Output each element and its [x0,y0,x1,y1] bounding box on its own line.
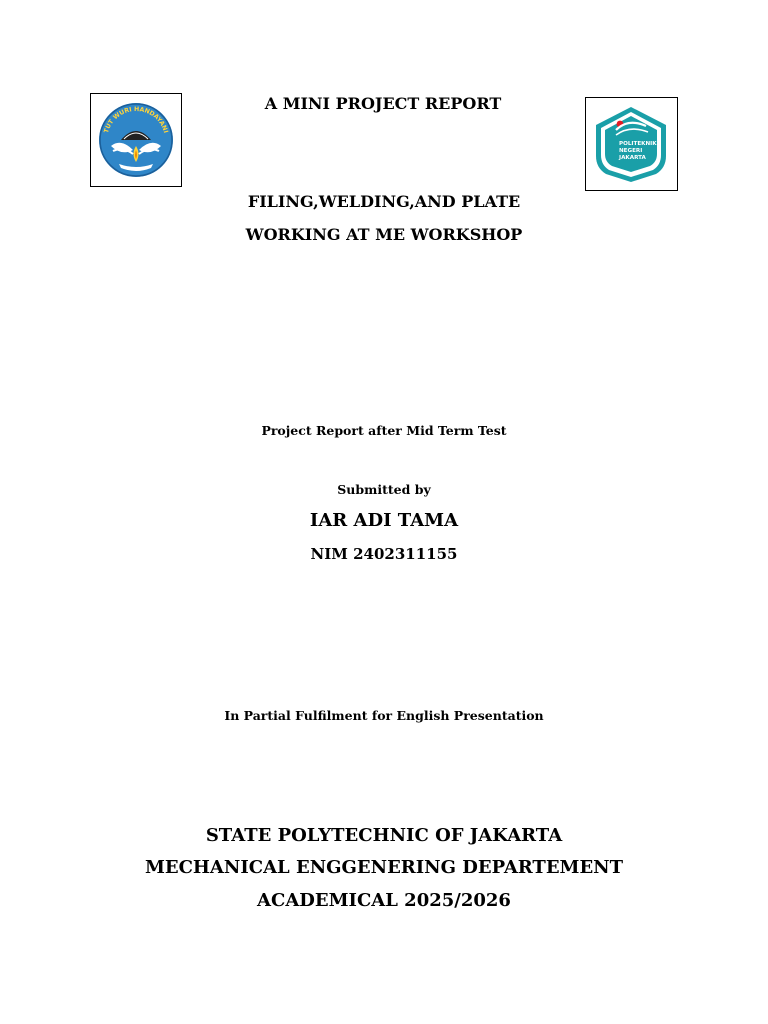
report-subtitle: Project Report after Mid Term Test [261,423,507,438]
report-type-heading: A MINI PROJECT REPORT [264,94,502,113]
submitted-by-label: Submitted by [337,482,431,497]
student-nim: NIM 2402311155 [310,545,458,563]
report-title-line-1: FILING,WELDING,AND PLATE [247,192,521,211]
academic-year: ACADEMICAL 2025/2026 [257,890,511,911]
report-title-line-2: WORKING AT ME WORKSHOP [245,225,523,244]
institution-name: STATE POLYTECHNIC OF JAKARTA [205,825,563,846]
student-name: IAR ADI TAMA [309,510,459,531]
purpose-statement: In Partial Fulfilment for English Presentation [224,708,544,723]
svg-text:JAKARTA: JAKARTA [619,155,646,161]
svg-text:TUT WURI HANDAYANI: TUT WURI HANDAYANI [102,105,170,134]
department-name: MECHANICAL ENGGENERING DEPARTEMENT [144,857,624,878]
svg-text:NEGERI: NEGERI [619,148,643,154]
svg-text:POLITEKNIK: POLITEKNIK [619,141,657,147]
